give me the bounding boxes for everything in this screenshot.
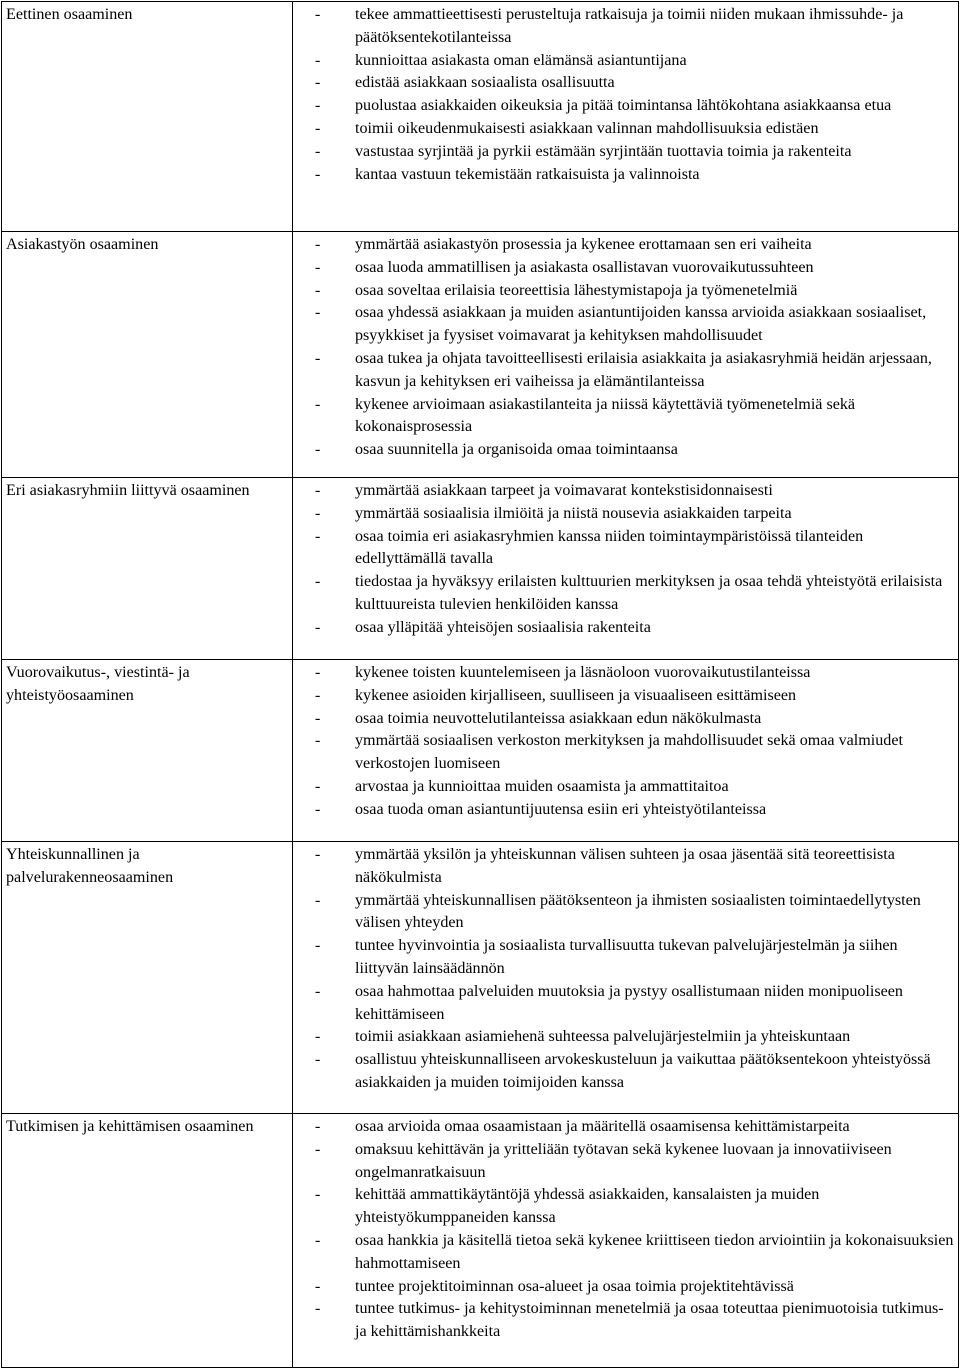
bullet-dash: - xyxy=(315,349,321,367)
competence-item xyxy=(293,526,954,572)
competence-item xyxy=(293,617,954,640)
competence-item-text: kykenee asioiden kirjalliseen, suulliseen ja visuaaliseen esittämiseen xyxy=(355,686,797,704)
competence-item xyxy=(293,844,954,890)
competence-item-text: osaa toimia eri asiakasryhmien kanssa niiden toimintaympäristöissä tilanteiden edellyttämällä tavalla xyxy=(355,527,864,568)
section-row xyxy=(2,842,959,1114)
section-items-cell xyxy=(293,478,959,660)
bullet-dash: - xyxy=(315,686,321,704)
bullet-dash: - xyxy=(315,937,321,955)
competence-item-text: osaa toimia neuvottelutilanteissa asiakkaan edun näkökulmasta xyxy=(355,709,762,727)
competence-item xyxy=(293,1184,954,1230)
competence-document xyxy=(0,1,960,1369)
competence-item-text: kunnioittaa asiakasta oman elämänsä asiantuntijana xyxy=(355,51,687,69)
competence-item xyxy=(293,571,954,617)
section-row xyxy=(2,660,959,842)
competence-item xyxy=(293,685,954,708)
bullet-dash: - xyxy=(315,664,321,681)
bullet-dash: - xyxy=(315,846,321,863)
competence-list xyxy=(293,480,954,640)
section-items-cell xyxy=(293,232,959,478)
competence-item xyxy=(293,302,954,348)
section-items-cell xyxy=(293,2,959,232)
competence-item-text: ymmärtää asiakkaan tarpeet ja voimavarat kontekstisidonnaisesti xyxy=(355,482,773,499)
bullet-dash: - xyxy=(315,982,321,1000)
competence-item xyxy=(293,394,954,440)
section-label-cell xyxy=(2,842,293,1114)
competence-item xyxy=(293,935,954,981)
competence-item-text: arvostaa ja kunnioittaa muiden osaamista ja ammattitaitoa xyxy=(355,777,729,795)
section-title: Vuorovaikutus-, viestintä- ja yhteistyöosaaminen xyxy=(6,664,190,704)
bullet-dash: - xyxy=(315,236,321,253)
section-title: Asiakastyön osaaminen xyxy=(6,236,159,253)
competence-item xyxy=(293,118,954,141)
competence-item xyxy=(293,890,954,936)
bullet-dash: - xyxy=(315,573,321,591)
bullet-dash: - xyxy=(315,304,321,322)
bullet-dash: - xyxy=(315,1028,321,1046)
competence-item xyxy=(293,4,954,50)
bullet-dash: - xyxy=(315,74,321,92)
section-title: Yhteiskunnallinen ja palvelurakenneosaaminen xyxy=(6,846,174,886)
competence-item xyxy=(293,981,954,1027)
section-row xyxy=(2,1114,959,1368)
competence-item-text: ymmärtää sosiaalisia ilmiöitä ja niistä nousevia asiakkaiden tarpeita xyxy=(355,504,792,522)
bullet-dash: - xyxy=(315,527,321,545)
section-label-cell xyxy=(2,232,293,478)
bullet-dash: - xyxy=(315,119,321,137)
competence-list xyxy=(293,234,954,462)
competence-item xyxy=(293,776,954,799)
competence-item-text: ymmärtää yhteiskunnallisen päätöksenteon ja ihmisten sosiaalisten toimintaedellytysten välisen yhteyden xyxy=(355,891,921,932)
competence-item xyxy=(293,72,954,95)
bullet-dash: - xyxy=(315,1051,321,1069)
bullet-dash: - xyxy=(315,6,321,23)
competence-list xyxy=(293,844,954,1095)
competence-item-text: kykenee toisten kuuntelemiseen ja läsnäoloon vuorovaikutustilanteissa xyxy=(355,664,811,681)
competence-item-text: toimii asiakkaan asiamiehenä suhteessa palvelujärjestelmiin ja yhteiskuntaan xyxy=(355,1028,851,1046)
bullet-dash: - xyxy=(315,165,321,183)
section-title: Eri asiakasryhmiin liittyvä osaaminen xyxy=(6,482,250,499)
bullet-dash: - xyxy=(315,97,321,115)
competence-item-text: ymmärtää asiakastyön prosessia ja kykenee erottamaan sen eri vaiheita xyxy=(355,236,812,253)
competence-item-text: osaa arvioida omaa osaamistaan ja määritellä osaamisensa kehittämistarpeita xyxy=(355,1118,850,1135)
competence-item-text: ymmärtää yksilön ja yhteiskunnan välisen suhteen ja osaa jäsentää sitä teoreettisista näkökulmista xyxy=(355,846,895,886)
competence-item-text: osaa suunnitella ja organisoida omaa toimintaansa xyxy=(355,441,678,459)
section-items-cell xyxy=(293,842,959,1114)
competence-item xyxy=(293,50,954,73)
section-title: Eettinen osaaminen xyxy=(6,6,133,23)
section-title: Tutkimisen ja kehittämisen osaaminen xyxy=(6,1118,254,1135)
competence-item-text: osaa luoda ammatillisen ja asiakasta osallistavan vuorovaikutussuhteen xyxy=(355,258,814,276)
bullet-dash: - xyxy=(315,482,321,499)
bullet-dash: - xyxy=(315,51,321,69)
section-label-cell xyxy=(2,478,293,660)
competence-item xyxy=(293,164,954,187)
competence-item xyxy=(293,708,954,731)
bullet-dash: - xyxy=(315,777,321,795)
bullet-dash: - xyxy=(315,1186,321,1204)
competence-item-text: osaa hankkia ja käsitellä tietoa sekä kykenee kriittiseen tiedon arviointiin ja kokonaisuuksien hahmottamiseen xyxy=(355,1231,954,1272)
bullet-dash: - xyxy=(315,709,321,727)
bullet-dash: - xyxy=(315,800,321,818)
section-label-cell xyxy=(2,1114,293,1368)
section-label-cell xyxy=(2,660,293,842)
competence-item-text: osaa tukea ja ohjata tavoitteellisesti erilaisia asiakkaita ja asiakasryhmiä heidän arjessaan, kasvun ja kehityksen eri vaiheissa ja elämäntilanteissa xyxy=(355,349,932,390)
bullet-dash: - xyxy=(315,1140,321,1158)
bullet-dash: - xyxy=(315,1300,321,1318)
competence-item xyxy=(293,1116,954,1139)
competence-list xyxy=(293,662,954,822)
competence-item-text: osaa tuoda oman asiantuntijuutensa esiin eri yhteistyötilanteissa xyxy=(355,800,767,818)
competence-item-text: omaksuu kehittävän ja yritteliään työtavan sekä kykenee luovaan ja innovatiiviseen ongelmanratkaisuun xyxy=(355,1140,892,1181)
competence-item-text: edistää asiakkaan sosiaalista osallisuutta xyxy=(355,74,615,92)
bullet-dash: - xyxy=(315,732,321,750)
bullet-dash: - xyxy=(315,504,321,522)
competence-item xyxy=(293,234,954,257)
competence-item xyxy=(293,1230,954,1276)
competence-item-text: osaa ylläpitää yhteisöjen sosiaalisia rakenteita xyxy=(355,618,651,636)
competence-item-text: kehittää ammattikäytäntöjä yhdessä asiakkaiden, kansalaisten ja muiden yhteistyökumppaneiden kanssa xyxy=(355,1186,820,1227)
competence-item xyxy=(293,257,954,280)
competence-item-text: vastustaa syrjintää ja pyrkii estämään syrjintään tuottavia toimia ja rakenteita xyxy=(355,142,852,160)
bullet-dash: - xyxy=(315,142,321,160)
competence-item xyxy=(293,730,954,776)
competence-item-text: osaa hahmottaa palveluiden muutoksia ja pystyy osallistumaan niiden monipuoliseen kehittämiseen xyxy=(355,982,903,1023)
competence-item-text: osaa yhdessä asiakkaan ja muiden asiantuntijoiden kanssa arvioida asiakkaan sosiaaliset, psyykkiset ja fyysiset voimavarat ja kehityksen mahdollisuudet xyxy=(355,304,927,345)
competence-item-text: tuntee hyvinvointia ja sosiaalista turvallisuutta tukevan palvelujärjestelmän ja siihen liittyvän lainsäädännön xyxy=(355,937,898,977)
competence-item xyxy=(293,1049,954,1095)
bullet-dash: - xyxy=(315,395,321,413)
competence-item xyxy=(293,503,954,526)
competence-item-text: tekee ammattieettisesti perusteltuja ratkaisuja ja toimii niiden mukaan ihmissuhde- ja päätöksentekotilanteissa xyxy=(355,6,904,46)
competence-item-text: tuntee projektitoiminnan osa-alueet ja osaa toimia projektitehtävissä xyxy=(355,1277,794,1295)
section-items-cell xyxy=(293,660,959,842)
section-row xyxy=(2,232,959,478)
competence-item xyxy=(293,280,954,303)
competence-item xyxy=(293,480,954,503)
competence-list xyxy=(293,4,954,186)
competence-item xyxy=(293,141,954,164)
section-label-cell xyxy=(2,2,293,232)
competence-item xyxy=(293,1298,954,1344)
competence-item xyxy=(293,799,954,822)
competence-table-body xyxy=(2,2,959,1368)
competence-item xyxy=(293,1139,954,1185)
competence-item xyxy=(293,95,954,118)
bullet-dash: - xyxy=(315,441,321,459)
competence-table xyxy=(1,1,959,1368)
competence-item-text: tiedostaa ja hyväksyy erilaisten kulttuurien merkityksen ja osaa tehdä yhteistyötä erilaisista kulttuureista tulevien henkilöiden kanssa xyxy=(355,573,943,613)
section-row xyxy=(2,2,959,232)
competence-item-text: toimii oikeudenmukaisesti asiakkaan valinnan mahdollisuuksia edistäen xyxy=(355,119,819,137)
bullet-dash: - xyxy=(315,1231,321,1249)
competence-item-text: kykenee arvioimaan asiakastilanteita ja niissä käytettäviä työmenetelmiä sekä kokonaisprosessia xyxy=(355,395,856,436)
competence-item-text: osaa soveltaa erilaisia teoreettisia lähestymistapoja ja työmenetelmiä xyxy=(355,281,798,299)
competence-item-text: puolustaa asiakkaiden oikeuksia ja pitää toimintansa lähtökohtana asiakkaansa etua xyxy=(355,97,892,115)
competence-item-text: ymmärtää sosiaalisen verkoston merkityksen ja mahdollisuudet sekä omaa valmiudet verkostojen luomiseen xyxy=(355,732,903,773)
section-items-cell xyxy=(293,1114,959,1368)
competence-item xyxy=(293,1276,954,1299)
competence-item xyxy=(293,1026,954,1049)
bullet-dash: - xyxy=(315,891,321,909)
competence-item-text: kantaa vastuun tekemistään ratkaisuista ja valinnoista xyxy=(355,165,700,183)
competence-list xyxy=(293,1116,954,1344)
bullet-dash: - xyxy=(315,618,321,636)
bullet-dash: - xyxy=(315,1277,321,1295)
competence-item xyxy=(293,439,954,462)
competence-item-text: tuntee tutkimus- ja kehitystoiminnan menetelmiä ja osaa toteuttaa pienimuotoisia tutkimus- ja kehittämishankkeita xyxy=(355,1300,944,1341)
bullet-dash: - xyxy=(315,281,321,299)
competence-item xyxy=(293,348,954,394)
competence-item-text: osallistuu yhteiskunnalliseen arvokeskusteluun ja vaikuttaa päätöksentekoon yhteistyössä asiakkaiden ja muiden toimijoiden kanssa xyxy=(355,1051,931,1091)
bullet-dash: - xyxy=(315,1118,321,1135)
section-row xyxy=(2,478,959,660)
competence-item xyxy=(293,662,954,685)
bullet-dash: - xyxy=(315,258,321,276)
